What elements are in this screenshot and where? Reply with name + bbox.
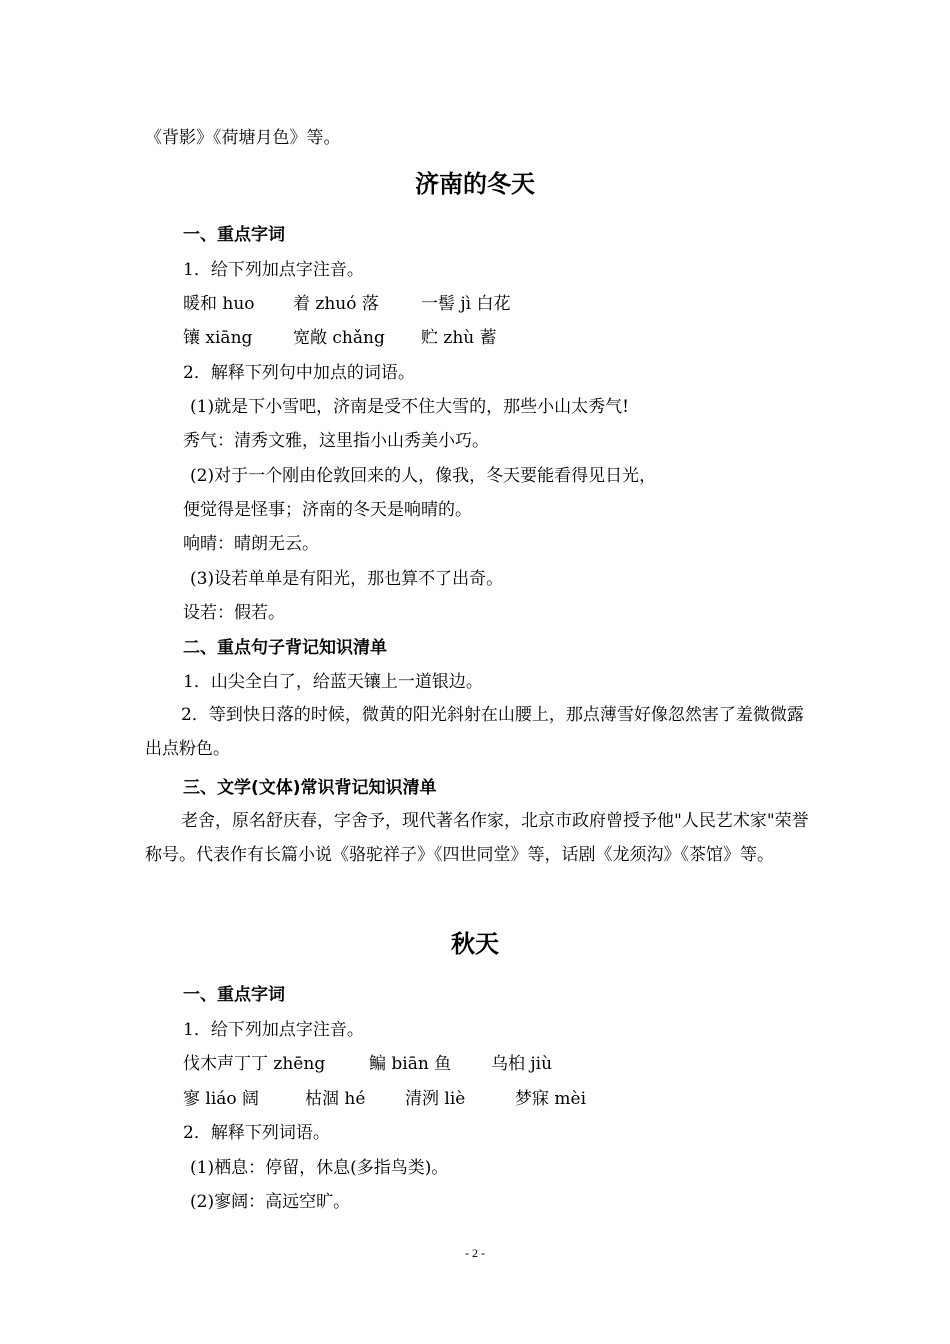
top-line: 《背影》《荷塘月色》等。 <box>145 128 341 148</box>
explain-item: (3)设若单单是有阳光，那也算不了出奇。 <box>190 569 504 589</box>
pinyin-row <box>183 326 497 350</box>
pinyin-item: 枯涸 hé <box>305 1089 366 1109</box>
heading-key-words: 一、重点字词 <box>183 985 285 1005</box>
page-number: - 2 - <box>465 1246 485 1260</box>
pinyin-item: 镶 xiāng <box>183 328 253 348</box>
question-explain: 2．解释下列词语。 <box>183 1123 330 1143</box>
explain-answer: 秀气：清秀文雅，这里指小山秀美小巧。 <box>183 431 489 451</box>
key-sentence: 2．等到快日落的时候，微黄的阳光斜射在山腰上，那点薄雪好像忽然害了羞微微露出点粉色。 <box>145 705 804 759</box>
pinyin-item: 梦寐 mèi <box>515 1089 587 1109</box>
question-pinyin: 1．给下列加点字注音。 <box>183 260 364 280</box>
explain-answer: 设若：假若。 <box>183 603 285 623</box>
pinyin-row <box>183 1087 586 1111</box>
heading-key-words: 一、重点字词 <box>183 225 285 245</box>
key-sentence: 1．山尖全白了，给蓝天镶上一道银边。 <box>183 672 483 692</box>
explain-item: (1)就是下小雪吧，济南是受不住大雪的，那些小山太秀气! <box>190 397 629 417</box>
heading-literature: 三、文学(文体)常识背记知识清单 <box>183 778 437 798</box>
literature-paragraph: 老舍，原名舒庆春，字舍予，现代著名作家，北京市政府曾授予他"人民艺术家"荣誉称号。代表作有长篇小说《骆驼祥子》《四世同堂》等，话剧《龙须沟》《茶馆》等。 <box>145 811 809 865</box>
heading-key-sentences: 二、重点句子背记知识清单 <box>183 638 387 658</box>
question-pinyin: 1．给下列加点字注音。 <box>183 1020 364 1040</box>
section-title-jinan-winter: 济南的冬天 <box>415 170 535 198</box>
pinyin-item: 宽敞 chǎng <box>293 328 385 348</box>
explain-item: (1)栖息：停留，休息(多指鸟类)。 <box>190 1158 449 1178</box>
pinyin-row <box>183 292 511 316</box>
pinyin-item: 伐木声丁丁 zhēng <box>183 1054 326 1074</box>
question-explain: 2．解释下列句中加点的词语。 <box>183 363 415 383</box>
pinyin-item: 一髻 jì 白花 <box>421 294 511 314</box>
pinyin-item: 贮 zhù 蓄 <box>421 328 497 348</box>
pinyin-item: 乌桕 jiù <box>491 1054 553 1074</box>
pinyin-item: 暖和 huo <box>183 294 255 314</box>
explain-item: (2)对于一个刚由伦敦回来的人，像我，冬天要能看得见日光， <box>190 466 657 486</box>
pinyin-item: 寥 liáo 阔 <box>183 1089 260 1109</box>
pinyin-row <box>183 1052 552 1076</box>
explain-item-continued: 便觉得是怪事；济南的冬天是响晴的。 <box>183 500 472 520</box>
pinyin-item: 着 zhuó 落 <box>293 294 379 314</box>
explain-item: (2)寥阔：高远空旷。 <box>190 1192 351 1212</box>
pinyin-item: 清洌 liè <box>405 1089 466 1109</box>
pinyin-item: 鳊 biān 鱼 <box>369 1054 452 1074</box>
explain-answer: 响晴：晴朗无云。 <box>183 534 319 554</box>
section-title-autumn: 秋天 <box>451 930 499 958</box>
